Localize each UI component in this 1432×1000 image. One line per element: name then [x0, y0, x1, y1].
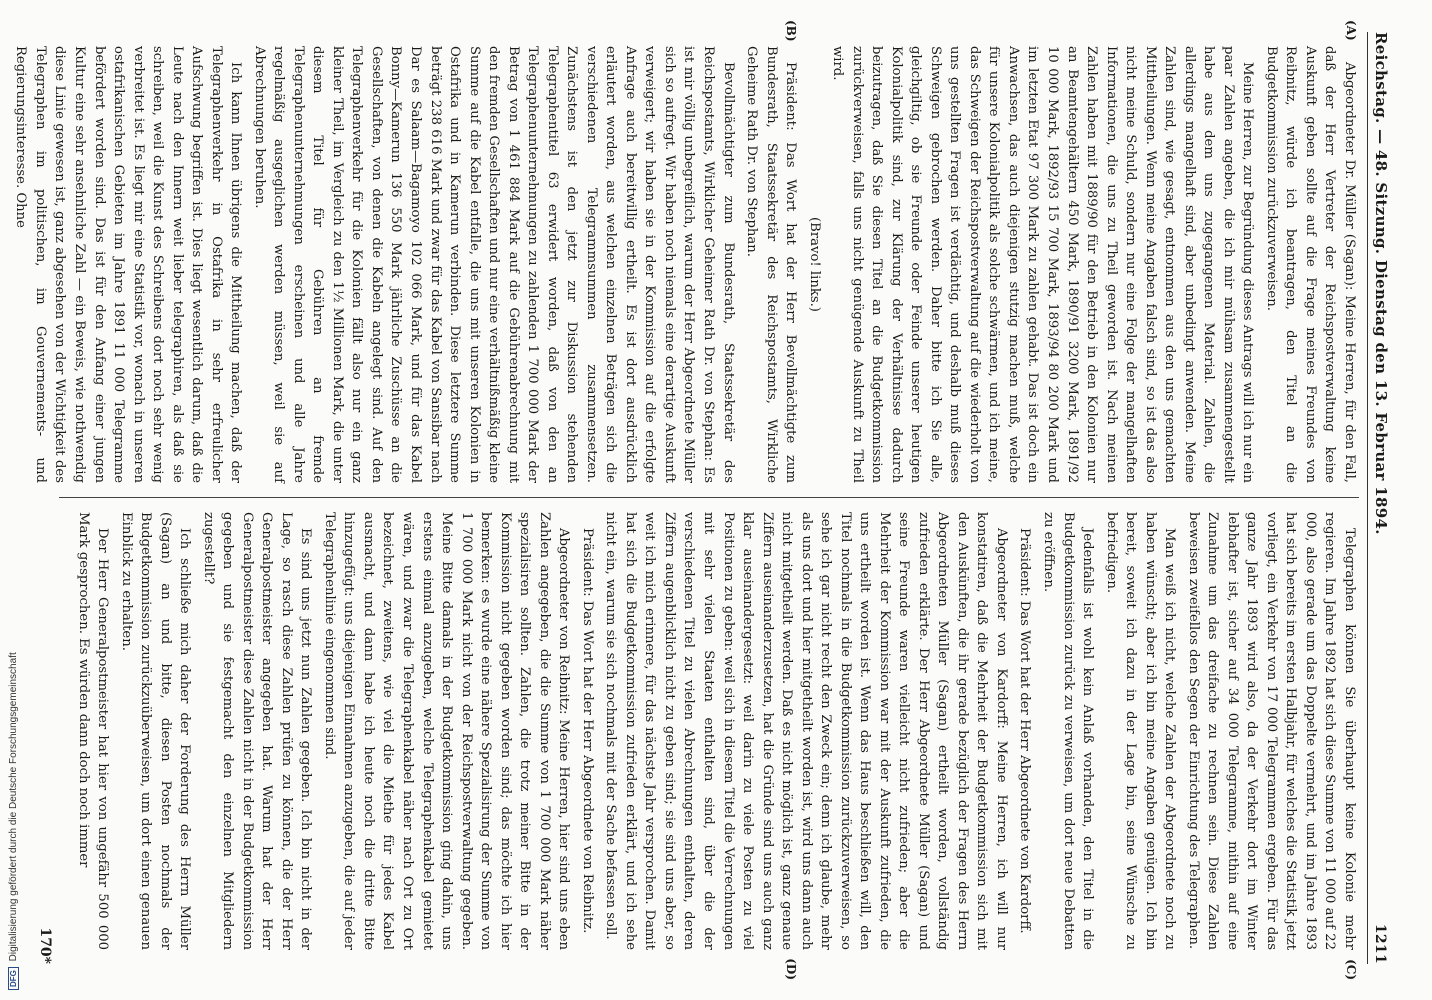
paragraph: Abgeordneter Dr. Müller (Sagan): Meine Herren, für den Fall, daß der Herr Vertreter der Reichspostverwaltung keine Auskunft geben sollte auf die Frage meines Freundes von Reibnitz, würde ich beantragen, den Titel an die Budgetkommission zurückzuverweisen. — [1263, 46, 1357, 483]
margin-marker-c: (C) — [1344, 959, 1358, 980]
paragraph: Ich kann Ihnen übrigens die Mittheilung machen, daß der Telegraphenverkehr in Ostafrika in sehr erfreulicher Aufschwung begriffen ist. Dies liegt wesentlich darum, daß die Leute nach den Innern weit lieber telegraphiren, als daß sie schreiben, weil die Kunst des Schreibens dort noch sehr wenig verbreitet ist. Es liegt mir eine Statistik vor, wonach in unseren ostafrikanischen Gebieten im Jahre 1891 11 000 Telegramme befördert worden sind. Das ist für den Anfang einer jungen Kultur eine sehr ansehnliche Zahl — ein Beweis, wie nothwendig diese Linie gewesen ist, ganz abgesehen von der Wichtigkeit des Telegraphen im politischen, im Gouvernements- und Regierungsinteresse. Ohne — [13, 46, 244, 483]
paragraph: Ich schließe mich daher der Forderung des Herrn Müller (Sagan) an und bitte, diesen Posten nochmals der Budgetkommission zurückzuüberweisen, um dort einen genauen Einblick zu erhalten. — [118, 512, 193, 950]
page-number: 1211 — [1372, 923, 1388, 964]
paragraph: Meine Herren, zur Begründung dieses Antrags will ich nur ein paar Zahlen angeben, die ich mir mühsam zusammengestellt habe aus dem uns zugegangenen Material. Zahlen, die allerdings mangelhaft sind, aber unbedingt anwenden. Meine Zahlen sind, wie gesagt, entnommen aus den uns gemachten Mittheilungen. Wenn meine Angaben falsch sind, so ist das also nicht meine Schuld, sondern nur eine Folge der mangelhaften Informationen, die uns zu Theil geworden ist. Nach meinen Zahlen haben mit 1889/90 für den Betrieb in den Kolonien nur an Beamtengehältern 450 Mark, 1890/91 3200 Mark, 1891/92 10 000 Mark, 1892/93 15 700 Mark, 1893/94 80 200 Mark und im letzten Etat 97 300 Mark zu zahlen gehabt. Das ist doch ein Anwachsen, das auch diejenigen stutzig machen muß, welche für unsere Kolonialpolitik als solche schwärmen, und ich meine, das Schweigen der Reichspostverwaltung auf die wiederholt von uns gestellten Fragen ist verdächtig, und deshalb muß dieses Schweigen gebrochen werden. Daher bitte ich Sie alle, gleichgiltig, ob sie Freunde oder Feinde unserer heutigen Kolonialpolitik sind, zur Klärung der Verhältnisse dadurch beizutragen, daß Sie diesen Titel an die Budgetkommission zurückverweisen, falls uns nicht genügende Auskunft zu Theil wird. — [830, 46, 1256, 483]
running-title: Reichstag. — 48. Sitzung. Dienstag den 13. Februar 1894. — [1372, 32, 1390, 535]
paragraph: Präsident: Das Wort hat der Herr Abgeordnete von Reibnitz. — [579, 528, 595, 934]
digitisation-note — [8, 470, 19, 990]
paragraph: Der Herr Generalpostmeister hat hier von ungefähr 500 000 Mark gesprochen. Es würden dann doch noch immer — [75, 512, 111, 950]
page-header — [1367, 32, 1390, 964]
paragraph: Bevollmächtigter zum Bundesrath, Staatssekretär des Reichspostamts, Wirklicher Geheimer Rath Dr. von Stephan: Es ist mir völlig unbegreiflich, warum der Herr Abgeordnete Müller sich so aufregt. Wir haben noch niemals eine derartige Auskunft verweigert; wir haben sie in der Kommission auf die erfolgte Anfrage auch bereitwillig ertheilt. Es ist dort ausdrücklich erläutert worden, aus welchen einzelnen Beträgen sich die verschiedenen Telegrammsummen zusammensetzen. Zunächstens ist den jetzt zur Diskussion stehenden Telegraphentitel 63 erwidert worden, daß von den an Telegraphenunternehmungen zu zahlenden 1 700 000 Mark der Betrag von 1 461 884 Mark auf die Gebührenabrechnung mit den fremden Gesellschaften und nur eine verhältnißmäßig kleine Summe auf die Kabel entfalle, die uns mit unseren Kolonien in Ostafrika und in Kamerun verbinden. Diese letztere Summe beträgt 238 616 Mark und zwar für das Kabel von Sansibar nach Dar es Salaam—Bagamoyo 102 066 Mark, und für das Kabel Bonny—Kamerun 136 550 Mark jährliche Zuschüsse an die Gesellschaften, von denen die Kabeln angelegt sind. Auf den Telegraphenverkehr für die Kolonien fällt also nur ein ganz kleiner Theil, im Vergleich zu den 1½ Millionen Mark, die unter diesem Titel für Gebühren an fremde Telegraphenunternehmungen erscheinen und alle Jahre regelmäßig ausgeglichen werden müssen, weil sie auf Abrechnungen beruhen. — [251, 46, 736, 484]
paragraph: Abgeordneter von Reibnitz: Meine Herren, hier sind uns eben Zahlen angegeben, die die Summe von 1 700 000 Mark näher spezialisiren sollten. Zahlen, die trotz meiner Bitte in der Kommission nicht gegeben worden sind; das möchte ich hier bemerken: es wurde eine nähere Spezialisirung der Summe von 1 700 000 Mark nicht von der Reichspostverwaltung gegeben. Meine Bitte damals in der Budgetkommission ging dahin, uns erstens einmal anzugeben, welche Telegraphenkabel gemietet wären, und zwar die Telegraphenkabel näher nach Ort zu Ort bezeichnet, zweitens, wie viel die Miethe für jedes Kabel ausmacht, und dann habe ich heute noch die dritte Bitte hinzugefügt: uns diejenigen Einnahmen anzugeben, die auf jeder Telegraphenlinie eingenommen sind. — [321, 512, 572, 950]
margin-marker-d: (D) — [784, 958, 798, 980]
margin-marker-a: (A) — [1344, 20, 1358, 41]
paragraph: (Bravo! links.) — [806, 217, 822, 312]
dfg-logo: DFG — [8, 967, 19, 990]
paragraph: Jedenfalls ist wohl kein Anlaß vorhanden, den Titel in die Budgetkommission zurück zu verweisen, um dort neue Debatten zu eröffnen. — [1041, 512, 1096, 950]
left-column — [13, 20, 1359, 498]
paragraph: Präsident: Das Wort hat der Herr Bevollmächtigte zum Bundesrath, Staatssekretär des Reichspostamts, Wirkliche Geheime Rath Dr. von Stephan. — [744, 46, 799, 483]
paragraph: Präsident: Das Wort hat der Herr Abgeordnete von Kardorff. — [1017, 528, 1033, 934]
signature-mark: 170* — [37, 927, 53, 964]
margin-marker-b: (B) — [784, 20, 798, 42]
right-column — [59, 498, 1359, 980]
paragraph: Telegraphen können Sie überhaupt keine Kolonie mehr regieren. Im Jahre 1892 hat sich diese Summe von 11 000 auf 22 000, also gerade um das Doppelte vermehrt, und im Jahre 1893 hat sich bereits im ersten Halbjahr, für welches die Statistik jetzt vorliegt, ein Verkehr von 17 000 Telegrammen ergeben. Für das ganze Jahr 1893 wird also, da der Verkehr dort im Winter lebhafter ist, sicher auf 34 000 Telegramme, mithin auf eine Zunahme um das dreifache zu rechnen sein. Diese Zahlen beweisen zweifellos den Segen der Einrichtung des Telegraphen. — [1185, 512, 1357, 950]
paragraph: Es sind uns jetzt nun Zahlen gegeben. Ich bin nicht in der Lage, so rasch diese Zahlen prüfen zu können, die der Herr Generalpostmeister angegeben hat. Warum hat der Herr Generalpostmeister diese Zahlen nicht in der Budgetkommission gegeben und sie festgemacht den einzelnen Mitgliedern zugestellt? — [200, 512, 314, 950]
paragraph: Man weiß ich nicht, welche Zahlen der Abgeordnete noch zu haben wünscht; aber ich bin meine Angaben genügen. Ich bin bereit, soweit ich dazu in der Lage bin, seine Wünsche zu befriedigen. — [1103, 512, 1178, 950]
digitisation-text: Digitalisierung gefördert durch die Deutsche Forschungsgemeinschaft — [8, 652, 19, 962]
paragraph: Abgeordneter von Kardorff: Meine Herren, ich will nur konstatiren, daß die Mehrheit der Budgetkommission sich mit den Auskünften, die ihr gerade bezüglich der Fragen des Herrn Abgeordneten Müller (Sagan) ertheilt worden, vollständig zufrieden erklärte. Der Herr Abgeordnete Müller (Sagan) und seine Freunde waren vielleicht nicht zufrieden; aber die Mehrheit der Kommission war mit der Auskunft zufrieden, die uns ertheilt worden ist. Wenn das Haus beschließen will, den Titel nochmals in die Budgetkommission zurückzuverweisen, so sehe ich gar nicht recht den Zweck ein; denn ich glaube, mehr als uns dort und hier mitgetheilt worden ist, wird uns dann auch nicht mitgetheilt werden. Daß es nicht möglich ist, ganz genaue Ziffern auseinanderzusetzen, hat die Gründe sind uns auch ganz klar auseinandergesetzt: weil darin zu viele Posten zu viel Positionen zu geben: weil sich in diesem Titel die Verrechnungen mit sehr vielen Staaten enthalten sind, über die der verschiedenen Titel zu vielen Abrechnungen enthalten, deren Ziffern augenblicklich nicht zu geben sind; sie sind uns aber, so weit ich mich erinnere, für das nächste Jahr versprochen. Damit hat sich die Budgetkommission zufrieden erklärt, und ich sehe nicht ein, warum sie sich nochmals mit der Sache befassen soll. — [603, 512, 1009, 950]
